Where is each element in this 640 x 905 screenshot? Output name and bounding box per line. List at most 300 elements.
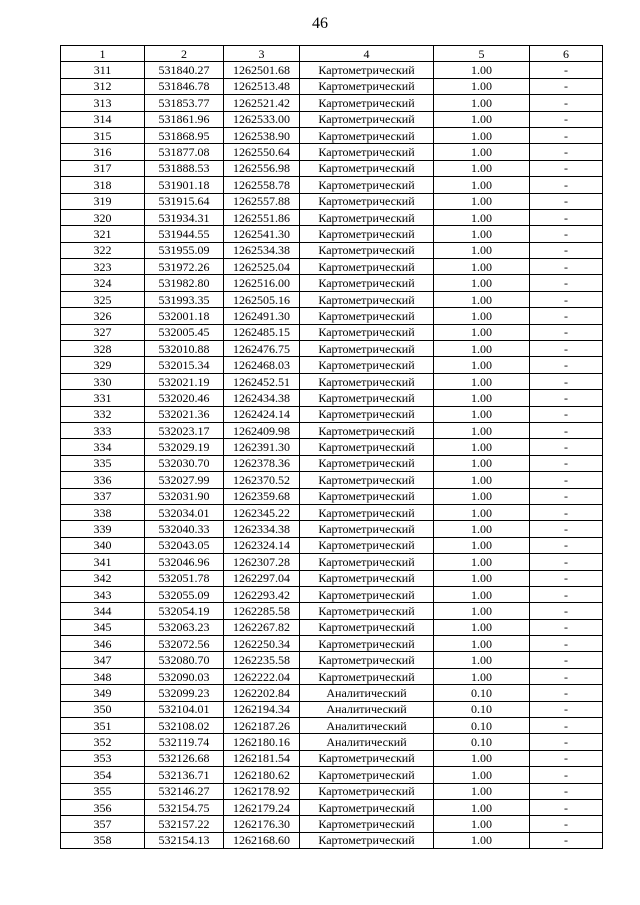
- column-header-3: 3: [224, 46, 300, 62]
- x-coordinate-cell: 532154.13: [145, 832, 224, 848]
- y-coordinate-cell: 1262293.42: [224, 586, 300, 602]
- x-coordinate-cell: 532029.19: [145, 439, 224, 455]
- table-row: [61, 259, 603, 275]
- y-coordinate-cell: 1262521.42: [224, 95, 300, 111]
- table-row: [61, 718, 603, 734]
- point-number-cell: 337: [61, 488, 145, 504]
- table-row: [61, 472, 603, 488]
- table-row: [61, 603, 603, 619]
- point-number-cell: 326: [61, 308, 145, 324]
- table-row: [61, 767, 603, 783]
- point-number-cell: 339: [61, 521, 145, 537]
- x-coordinate-cell: 531955.09: [145, 242, 224, 258]
- point-number-cell: 333: [61, 422, 145, 438]
- method-cell: Картометрический: [300, 422, 434, 438]
- column-header-5: 5: [434, 46, 530, 62]
- x-coordinate-cell: 532072.56: [145, 636, 224, 652]
- point-number-cell: 316: [61, 144, 145, 160]
- method-cell: Картометрический: [300, 308, 434, 324]
- accuracy-cell: 1.00: [434, 160, 530, 176]
- point-number-cell: 357: [61, 816, 145, 832]
- accuracy-cell: 1.00: [434, 537, 530, 553]
- y-coordinate-cell: 1262533.00: [224, 111, 300, 127]
- x-coordinate-cell: 532027.99: [145, 472, 224, 488]
- method-cell: Картометрический: [300, 537, 434, 553]
- x-coordinate-cell: 531868.95: [145, 127, 224, 143]
- method-cell: Картометрический: [300, 586, 434, 602]
- point-number-cell: 338: [61, 504, 145, 520]
- method-cell: Картометрический: [300, 390, 434, 406]
- table-row: [61, 177, 603, 193]
- method-cell: Аналитический: [300, 718, 434, 734]
- x-coordinate-cell: 532021.19: [145, 373, 224, 389]
- table-row: [61, 275, 603, 291]
- table-row: [61, 668, 603, 684]
- y-coordinate-cell: 1262168.60: [224, 832, 300, 848]
- accuracy-cell: 1.00: [434, 750, 530, 766]
- point-number-cell: 319: [61, 193, 145, 209]
- accuracy-cell: 1.00: [434, 783, 530, 799]
- point-number-cell: 327: [61, 324, 145, 340]
- x-coordinate-cell: 531915.64: [145, 193, 224, 209]
- accuracy-cell: 1.00: [434, 652, 530, 668]
- point-number-cell: 344: [61, 603, 145, 619]
- table-row: [61, 570, 603, 586]
- table-row: [61, 341, 603, 357]
- extra-cell: -: [530, 226, 603, 242]
- extra-cell: -: [530, 636, 603, 652]
- method-cell: Картометрический: [300, 504, 434, 520]
- x-coordinate-cell: 532034.01: [145, 504, 224, 520]
- method-cell: Картометрический: [300, 603, 434, 619]
- table-row: [61, 832, 603, 848]
- accuracy-cell: 0.10: [434, 701, 530, 717]
- page-number: 46: [312, 15, 328, 32]
- y-coordinate-cell: 1262307.28: [224, 554, 300, 570]
- extra-cell: -: [530, 799, 603, 815]
- method-cell: Картометрический: [300, 95, 434, 111]
- method-cell: Аналитический: [300, 701, 434, 717]
- y-coordinate-cell: 1262525.04: [224, 259, 300, 275]
- extra-cell: -: [530, 652, 603, 668]
- point-number-cell: 320: [61, 209, 145, 225]
- point-number-cell: 355: [61, 783, 145, 799]
- extra-cell: -: [530, 586, 603, 602]
- extra-cell: -: [530, 78, 603, 94]
- accuracy-cell: 1.00: [434, 554, 530, 570]
- method-cell: Картометрический: [300, 111, 434, 127]
- point-number-cell: 358: [61, 832, 145, 848]
- point-number-cell: 349: [61, 685, 145, 701]
- extra-cell: -: [530, 488, 603, 504]
- point-number-cell: 328: [61, 341, 145, 357]
- point-number-cell: 329: [61, 357, 145, 373]
- accuracy-cell: 0.10: [434, 718, 530, 734]
- point-number-cell: 314: [61, 111, 145, 127]
- extra-cell: -: [530, 95, 603, 111]
- x-coordinate-cell: 532015.34: [145, 357, 224, 373]
- x-coordinate-cell: 532021.36: [145, 406, 224, 422]
- point-number-cell: 332: [61, 406, 145, 422]
- table-row: [61, 390, 603, 406]
- method-cell: Картометрический: [300, 472, 434, 488]
- extra-cell: -: [530, 144, 603, 160]
- x-coordinate-cell: 531846.78: [145, 78, 224, 94]
- x-coordinate-cell: 532154.75: [145, 799, 224, 815]
- point-number-cell: 334: [61, 439, 145, 455]
- extra-cell: -: [530, 701, 603, 717]
- accuracy-cell: 1.00: [434, 504, 530, 520]
- x-coordinate-cell: 532055.09: [145, 586, 224, 602]
- point-number-cell: 345: [61, 619, 145, 635]
- method-cell: Картометрический: [300, 570, 434, 586]
- y-coordinate-cell: 1262505.16: [224, 291, 300, 307]
- y-coordinate-cell: 1262345.22: [224, 504, 300, 520]
- y-coordinate-cell: 1262178.92: [224, 783, 300, 799]
- table-row: [61, 406, 603, 422]
- table-row: [61, 95, 603, 111]
- point-number-cell: 350: [61, 701, 145, 717]
- accuracy-cell: 1.00: [434, 521, 530, 537]
- x-coordinate-cell: 531944.55: [145, 226, 224, 242]
- x-coordinate-cell: 532090.03: [145, 668, 224, 684]
- extra-cell: -: [530, 685, 603, 701]
- extra-cell: -: [530, 422, 603, 438]
- point-number-cell: 336: [61, 472, 145, 488]
- point-number-cell: 346: [61, 636, 145, 652]
- extra-cell: -: [530, 767, 603, 783]
- extra-cell: -: [530, 504, 603, 520]
- method-cell: Картометрический: [300, 160, 434, 176]
- accuracy-cell: 1.00: [434, 816, 530, 832]
- accuracy-cell: 1.00: [434, 78, 530, 94]
- accuracy-cell: 1.00: [434, 799, 530, 815]
- accuracy-cell: 1.00: [434, 193, 530, 209]
- y-coordinate-cell: 1262378.36: [224, 455, 300, 471]
- method-cell: Картометрический: [300, 750, 434, 766]
- method-cell: Картометрический: [300, 127, 434, 143]
- accuracy-cell: 1.00: [434, 357, 530, 373]
- point-number-cell: 313: [61, 95, 145, 111]
- method-cell: Картометрический: [300, 275, 434, 291]
- table-row: [61, 439, 603, 455]
- extra-cell: -: [530, 357, 603, 373]
- extra-cell: -: [530, 177, 603, 193]
- method-cell: Аналитический: [300, 685, 434, 701]
- table-row: [61, 455, 603, 471]
- y-coordinate-cell: 1262250.34: [224, 636, 300, 652]
- accuracy-cell: 1.00: [434, 668, 530, 684]
- accuracy-cell: 1.00: [434, 472, 530, 488]
- y-coordinate-cell: 1262235.58: [224, 652, 300, 668]
- extra-cell: -: [530, 734, 603, 750]
- x-coordinate-cell: 532157.22: [145, 816, 224, 832]
- table-row: [61, 783, 603, 799]
- y-coordinate-cell: 1262391.30: [224, 439, 300, 455]
- table-row: [61, 521, 603, 537]
- method-cell: Картометрический: [300, 455, 434, 471]
- y-coordinate-cell: 1262534.38: [224, 242, 300, 258]
- point-number-cell: 312: [61, 78, 145, 94]
- table-row: [61, 242, 603, 258]
- y-coordinate-cell: 1262370.52: [224, 472, 300, 488]
- accuracy-cell: 1.00: [434, 95, 530, 111]
- method-cell: Картометрический: [300, 341, 434, 357]
- method-cell: Картометрический: [300, 357, 434, 373]
- accuracy-cell: 1.00: [434, 570, 530, 586]
- y-coordinate-cell: 1262285.58: [224, 603, 300, 619]
- method-cell: Картометрический: [300, 554, 434, 570]
- x-coordinate-cell: 532146.27: [145, 783, 224, 799]
- extra-cell: -: [530, 373, 603, 389]
- x-coordinate-cell: 532054.19: [145, 603, 224, 619]
- y-coordinate-cell: 1262176.30: [224, 816, 300, 832]
- extra-cell: -: [530, 603, 603, 619]
- point-number-cell: 343: [61, 586, 145, 602]
- y-coordinate-cell: 1262434.38: [224, 390, 300, 406]
- x-coordinate-cell: 531934.31: [145, 209, 224, 225]
- accuracy-cell: 1.00: [434, 111, 530, 127]
- extra-cell: -: [530, 341, 603, 357]
- table-row: [61, 193, 603, 209]
- accuracy-cell: 1.00: [434, 275, 530, 291]
- table-row: [61, 324, 603, 340]
- extra-cell: -: [530, 259, 603, 275]
- accuracy-cell: 1.00: [434, 422, 530, 438]
- accuracy-cell: 1.00: [434, 242, 530, 258]
- x-coordinate-cell: 531901.18: [145, 177, 224, 193]
- table-row: [61, 734, 603, 750]
- point-number-cell: 317: [61, 160, 145, 176]
- point-number-cell: 348: [61, 668, 145, 684]
- accuracy-cell: 1.00: [434, 636, 530, 652]
- accuracy-cell: 1.00: [434, 291, 530, 307]
- method-cell: Картометрический: [300, 259, 434, 275]
- table-row: [61, 586, 603, 602]
- y-coordinate-cell: 1262359.68: [224, 488, 300, 504]
- table-body: [61, 62, 603, 849]
- extra-cell: -: [530, 472, 603, 488]
- x-coordinate-cell: 532080.70: [145, 652, 224, 668]
- method-cell: Картометрический: [300, 767, 434, 783]
- extra-cell: -: [530, 537, 603, 553]
- accuracy-cell: 1.00: [434, 832, 530, 848]
- method-cell: Картометрический: [300, 619, 434, 635]
- y-coordinate-cell: 1262538.90: [224, 127, 300, 143]
- method-cell: Картометрический: [300, 209, 434, 225]
- x-coordinate-cell: 532023.17: [145, 422, 224, 438]
- x-coordinate-cell: 532136.71: [145, 767, 224, 783]
- method-cell: Картометрический: [300, 521, 434, 537]
- point-number-cell: 315: [61, 127, 145, 143]
- extra-cell: -: [530, 324, 603, 340]
- table-row: [61, 308, 603, 324]
- table-row: [61, 209, 603, 225]
- table-row: [61, 357, 603, 373]
- accuracy-cell: 1.00: [434, 455, 530, 471]
- column-header-6: 6: [530, 46, 603, 62]
- x-coordinate-cell: 532030.70: [145, 455, 224, 471]
- table-row: [61, 127, 603, 143]
- point-number-cell: 318: [61, 177, 145, 193]
- extra-cell: -: [530, 390, 603, 406]
- x-coordinate-cell: 532005.45: [145, 324, 224, 340]
- column-header-1: 1: [61, 46, 145, 62]
- accuracy-cell: 1.00: [434, 586, 530, 602]
- extra-cell: -: [530, 832, 603, 848]
- accuracy-cell: 1.00: [434, 406, 530, 422]
- method-cell: Картометрический: [300, 324, 434, 340]
- extra-cell: -: [530, 783, 603, 799]
- x-coordinate-cell: 532046.96: [145, 554, 224, 570]
- y-coordinate-cell: 1262181.54: [224, 750, 300, 766]
- x-coordinate-cell: 532020.46: [145, 390, 224, 406]
- point-number-cell: 342: [61, 570, 145, 586]
- method-cell: Картометрический: [300, 177, 434, 193]
- y-coordinate-cell: 1262551.86: [224, 209, 300, 225]
- y-coordinate-cell: 1262324.14: [224, 537, 300, 553]
- extra-cell: -: [530, 127, 603, 143]
- method-cell: Картометрический: [300, 226, 434, 242]
- x-coordinate-cell: 532063.23: [145, 619, 224, 635]
- point-number-cell: 335: [61, 455, 145, 471]
- table-row: [61, 619, 603, 635]
- extra-cell: -: [530, 439, 603, 455]
- x-coordinate-cell: 531840.27: [145, 62, 224, 78]
- y-coordinate-cell: 1262334.38: [224, 521, 300, 537]
- y-coordinate-cell: 1262222.04: [224, 668, 300, 684]
- x-coordinate-cell: 532043.05: [145, 537, 224, 553]
- extra-cell: -: [530, 521, 603, 537]
- x-coordinate-cell: 532031.90: [145, 488, 224, 504]
- x-coordinate-cell: 531982.80: [145, 275, 224, 291]
- extra-cell: -: [530, 209, 603, 225]
- method-cell: Картометрический: [300, 78, 434, 94]
- extra-cell: -: [530, 455, 603, 471]
- point-number-cell: 340: [61, 537, 145, 553]
- column-header-4: 4: [300, 46, 434, 62]
- point-number-cell: 353: [61, 750, 145, 766]
- y-coordinate-cell: 1262513.48: [224, 78, 300, 94]
- column-header-2: 2: [145, 46, 224, 62]
- y-coordinate-cell: 1262202.84: [224, 685, 300, 701]
- accuracy-cell: 1.00: [434, 603, 530, 619]
- table-row: [61, 373, 603, 389]
- x-coordinate-cell: 532126.68: [145, 750, 224, 766]
- table-row: [61, 111, 603, 127]
- y-coordinate-cell: 1262476.75: [224, 341, 300, 357]
- table-row: [61, 816, 603, 832]
- extra-cell: -: [530, 406, 603, 422]
- y-coordinate-cell: 1262452.51: [224, 373, 300, 389]
- point-number-cell: 354: [61, 767, 145, 783]
- extra-cell: -: [530, 193, 603, 209]
- table-row: [61, 291, 603, 307]
- accuracy-cell: 1.00: [434, 619, 530, 635]
- point-number-cell: 330: [61, 373, 145, 389]
- method-cell: Картометрический: [300, 291, 434, 307]
- extra-cell: -: [530, 275, 603, 291]
- y-coordinate-cell: 1262194.34: [224, 701, 300, 717]
- table-row: [61, 701, 603, 717]
- y-coordinate-cell: 1262468.03: [224, 357, 300, 373]
- point-number-cell: 311: [61, 62, 145, 78]
- accuracy-cell: 1.00: [434, 488, 530, 504]
- x-coordinate-cell: 532104.01: [145, 701, 224, 717]
- method-cell: Картометрический: [300, 636, 434, 652]
- y-coordinate-cell: 1262187.26: [224, 718, 300, 734]
- extra-cell: -: [530, 160, 603, 176]
- x-coordinate-cell: 531993.35: [145, 291, 224, 307]
- y-coordinate-cell: 1262550.64: [224, 144, 300, 160]
- y-coordinate-cell: 1262297.04: [224, 570, 300, 586]
- table-row: [61, 160, 603, 176]
- x-coordinate-cell: 531972.26: [145, 259, 224, 275]
- table-row: [61, 62, 603, 78]
- extra-cell: -: [530, 718, 603, 734]
- extra-cell: -: [530, 111, 603, 127]
- point-number-cell: 321: [61, 226, 145, 242]
- point-number-cell: 351: [61, 718, 145, 734]
- table-row: [61, 636, 603, 652]
- table-row: [61, 799, 603, 815]
- method-cell: Аналитический: [300, 734, 434, 750]
- method-cell: Картометрический: [300, 783, 434, 799]
- extra-cell: -: [530, 570, 603, 586]
- x-coordinate-cell: 531853.77: [145, 95, 224, 111]
- method-cell: Картометрический: [300, 406, 434, 422]
- x-coordinate-cell: 532010.88: [145, 341, 224, 357]
- extra-cell: -: [530, 668, 603, 684]
- x-coordinate-cell: 532119.74: [145, 734, 224, 750]
- point-number-cell: 323: [61, 259, 145, 275]
- y-coordinate-cell: 1262180.62: [224, 767, 300, 783]
- y-coordinate-cell: 1262409.98: [224, 422, 300, 438]
- accuracy-cell: 1.00: [434, 767, 530, 783]
- y-coordinate-cell: 1262516.00: [224, 275, 300, 291]
- coordinates-table: [60, 45, 603, 849]
- method-cell: Картометрический: [300, 832, 434, 848]
- point-number-cell: 356: [61, 799, 145, 815]
- y-coordinate-cell: 1262179.24: [224, 799, 300, 815]
- accuracy-cell: 1.00: [434, 259, 530, 275]
- y-coordinate-cell: 1262501.68: [224, 62, 300, 78]
- extra-cell: -: [530, 816, 603, 832]
- table-row: [61, 488, 603, 504]
- method-cell: Картометрический: [300, 488, 434, 504]
- y-coordinate-cell: 1262424.14: [224, 406, 300, 422]
- table-header: [61, 46, 603, 62]
- extra-cell: -: [530, 554, 603, 570]
- accuracy-cell: 1.00: [434, 373, 530, 389]
- y-coordinate-cell: 1262556.98: [224, 160, 300, 176]
- accuracy-cell: 1.00: [434, 127, 530, 143]
- method-cell: Картометрический: [300, 439, 434, 455]
- table-row: [61, 226, 603, 242]
- method-cell: Картометрический: [300, 62, 434, 78]
- accuracy-cell: 1.00: [434, 439, 530, 455]
- method-cell: Картометрический: [300, 242, 434, 258]
- table-header-row: [61, 46, 603, 62]
- point-number-cell: 322: [61, 242, 145, 258]
- x-coordinate-cell: 532108.02: [145, 718, 224, 734]
- extra-cell: -: [530, 291, 603, 307]
- accuracy-cell: 1.00: [434, 324, 530, 340]
- point-number-cell: 331: [61, 390, 145, 406]
- x-coordinate-cell: 532051.78: [145, 570, 224, 586]
- x-coordinate-cell: 532001.18: [145, 308, 224, 324]
- y-coordinate-cell: 1262267.82: [224, 619, 300, 635]
